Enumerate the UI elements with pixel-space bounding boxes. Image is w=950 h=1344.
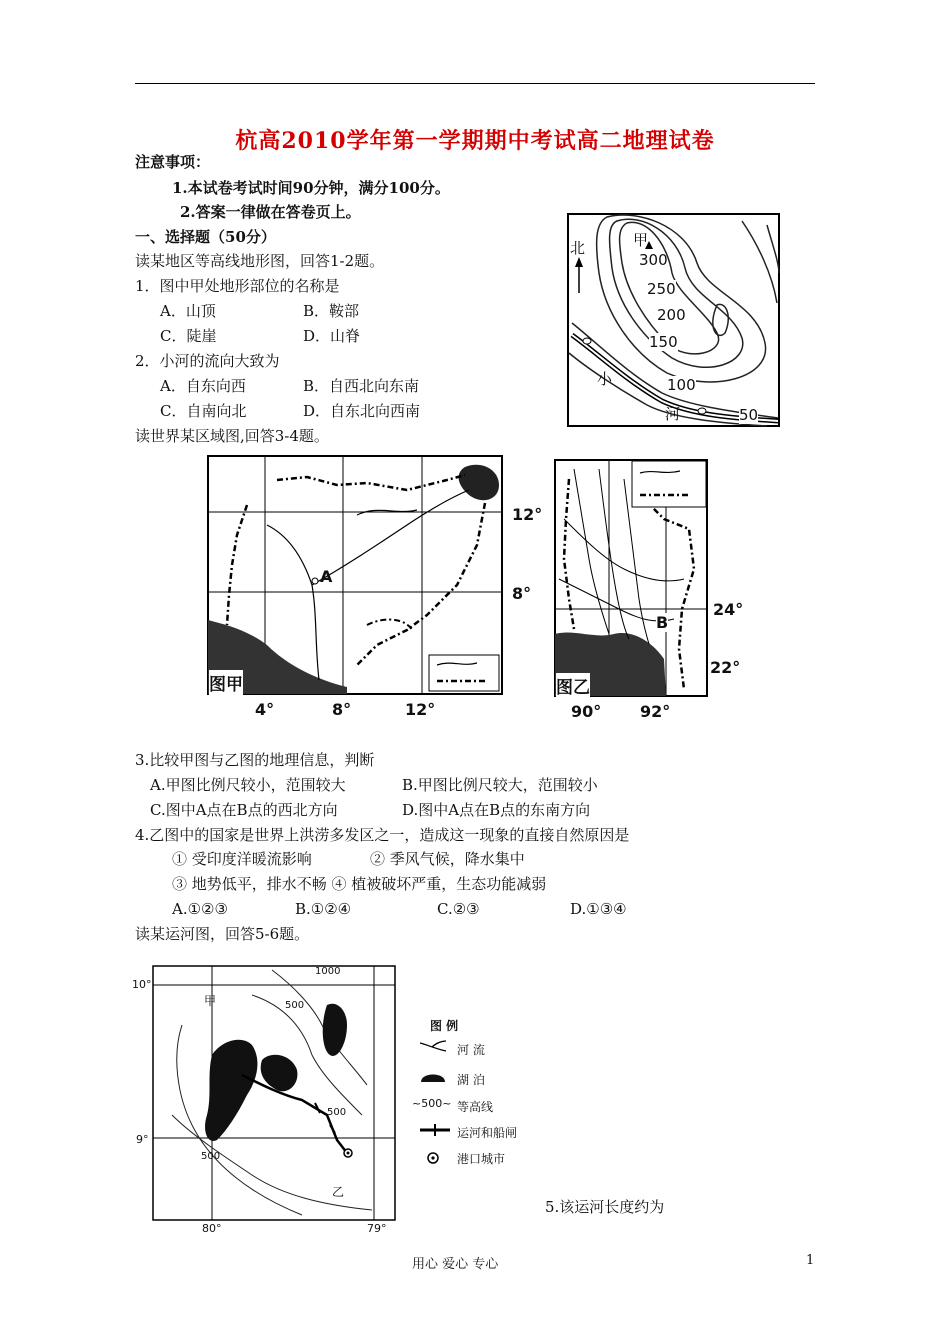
question-4-statement-1: ① 受印度洋暖流影响 <box>172 850 312 868</box>
question-2-option-b: B．自西北向东南 <box>303 377 420 395</box>
question-3-option-d: D.图中A点在B点的东南方向 <box>402 801 591 819</box>
legend-river-label: 河 流 <box>457 1043 485 1057</box>
question-4-statement-3-4: ③ 地势低平，排水不畅 ④ 植被破坏严重，生态功能减弱 <box>172 875 547 893</box>
notice-item-1: 1.本试卷考试时间90分钟，满分100分。 <box>172 179 450 197</box>
question-1-option-a: A．山顶 <box>160 302 216 320</box>
canal-yi-label: 乙 <box>332 1185 345 1199</box>
question-4-option-a: A.①②③ <box>172 900 228 918</box>
legend-contour-label: 等高线 <box>457 1100 494 1114</box>
legend-title: 图 例 <box>430 1019 459 1033</box>
canal-map <box>152 965 396 1221</box>
canal-contour-500-b: 500 <box>327 1107 347 1118</box>
question-1-option-c: C．陡崖 <box>160 327 217 345</box>
question-1: 1．图中甲处地形部位的名称是 <box>135 277 340 295</box>
map-jia <box>207 455 503 695</box>
legend-river-symbol <box>418 1039 448 1059</box>
map-jia-lat-12: 12° <box>512 505 543 524</box>
question-2-option-d: D．自东北向西南 <box>303 402 421 420</box>
question-3: 3.比较甲图与乙图的地理信息，判断 <box>135 751 375 769</box>
map-jia-lon-8: 8° <box>332 700 352 719</box>
map-yi-label: 图乙 <box>556 673 590 698</box>
question-1-option-b: B．鞍部 <box>303 302 360 320</box>
question-4-option-b: B.①②④ <box>295 900 352 918</box>
north-label: 北 <box>570 239 586 257</box>
exam-title: 杭高2010学年第一学期期中考试高二地理试卷 <box>235 128 715 154</box>
canal-lon-79: 79° <box>367 1222 387 1235</box>
map-yi-lat-22: 22° <box>710 658 741 677</box>
canal-lat-10: 10° <box>132 978 152 991</box>
question-4: 4.乙图中的国家是世界上洪涝多发区之一，造成这一现象的直接自然原因是 <box>135 826 630 844</box>
canal-lat-9: 9° <box>136 1133 149 1146</box>
canal-lon-80: 80° <box>202 1222 222 1235</box>
question-2: 2．小河的流向大致为 <box>135 352 280 370</box>
question-intro-3-4: 读世界某区域图,回答3-4题。 <box>135 427 329 445</box>
question-3-option-c: C.图中A点在B点的西北方向 <box>150 801 338 819</box>
contour-100: 100 <box>667 376 696 394</box>
river-label-2: 河 <box>665 405 681 423</box>
question-5: 5.该运河长度约为 <box>545 1198 665 1216</box>
legend-canal-symbol <box>418 1122 452 1141</box>
legend-lake-symbol <box>418 1068 448 1088</box>
legend-port-symbol <box>426 1150 440 1169</box>
question-1-option-d: D．山脊 <box>303 327 361 345</box>
notice-item-2: 2.答案一律做在答卷页上。 <box>180 203 361 221</box>
page-number: 1 <box>806 1253 815 1268</box>
question-intro-1-2: 读某地区等高线地形图，回答1-2题。 <box>135 252 385 270</box>
question-2-option-a: A．自东向西 <box>160 377 246 395</box>
map-jia-lon-4: 4° <box>255 700 275 719</box>
contour-200: 200 <box>657 306 686 324</box>
map-jia-lon-12: 12° <box>405 700 436 719</box>
contour-150: 150 <box>649 333 678 351</box>
canal-jia-label: 甲 <box>204 994 217 1008</box>
legend-lake-label: 湖 泊 <box>457 1073 485 1087</box>
contour-300: 300 <box>639 251 668 269</box>
map-jia-lat-8: 8° <box>512 584 532 603</box>
header-rule <box>135 83 815 84</box>
legend-canal-label: 运河和船闸 <box>457 1126 518 1140</box>
map-yi-lat-24: 24° <box>713 600 744 619</box>
contour-250: 250 <box>647 280 676 298</box>
question-2-option-c: C．自南向北 <box>160 402 247 420</box>
question-4-option-d: D.①③④ <box>570 900 627 918</box>
contour-50: 50 <box>739 406 759 424</box>
question-intro-5-6: 读某运河图，回答5-6题。 <box>135 925 310 943</box>
footer-motto: 用心 爱心 专心 <box>412 1257 499 1272</box>
map-yi-lon-90: 90° <box>571 702 602 721</box>
canal-contour-1000: 1000 <box>315 966 341 977</box>
map-yi <box>554 459 708 697</box>
canal-contour-500-a: 500 <box>285 1000 305 1011</box>
river-label-1: 小 <box>597 370 613 388</box>
map-yi-lon-92: 92° <box>640 702 671 721</box>
question-3-option-a: A.甲图比例尺较小，范围较大 <box>150 776 346 794</box>
point-a-label: A <box>320 567 333 586</box>
notice-heading: 注意事项： <box>135 153 211 171</box>
legend-port-label: 港口城市 <box>457 1152 506 1166</box>
question-4-option-c: C.②③ <box>437 900 480 918</box>
contour-map <box>567 213 780 427</box>
map-jia-label: 图甲 <box>209 670 243 695</box>
peak-label-jia: 甲 <box>633 231 649 249</box>
section-heading-choice: 一、选择题（50分） <box>135 228 276 246</box>
legend-contour-symbol: ~500~ <box>412 1097 452 1110</box>
question-4-statement-2: ② 季风气候，降水集中 <box>370 850 525 868</box>
question-3-option-b: B.甲图比例尺较大，范围较小 <box>402 776 598 794</box>
canal-contour-500-c: 500 <box>201 1151 221 1162</box>
point-b-label: B <box>656 613 669 632</box>
